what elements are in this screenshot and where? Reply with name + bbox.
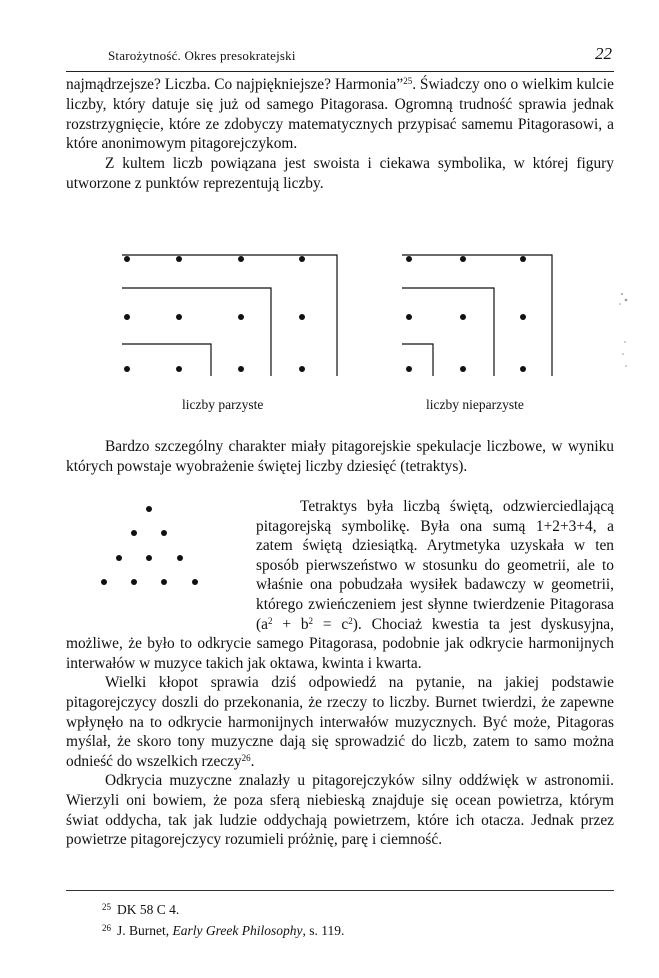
footnote-rule xyxy=(66,890,614,891)
book-title: Early Greek Philosophy xyxy=(172,923,303,938)
odd-bracket-outer xyxy=(402,255,552,376)
even-bracket-outer xyxy=(122,255,337,376)
footnote-25: $^{25}$ DK 58 C 4. xyxy=(102,902,180,917)
footnotes xyxy=(102,898,344,940)
body-text-main xyxy=(66,497,614,850)
header-rule xyxy=(66,71,614,72)
running-head: Starożytność. Okres presokratejski xyxy=(108,48,296,63)
caption-odd-numbers: liczby nieparzyste xyxy=(426,397,524,412)
odd-bracket-inner xyxy=(402,344,433,376)
footnote-ref-25: 25 xyxy=(403,76,413,86)
even-bracket-middle xyxy=(122,288,271,376)
body-text-tetractys-intro xyxy=(66,437,614,477)
number-figures xyxy=(66,236,614,426)
even-dots xyxy=(124,256,305,372)
paragraph-symbolics: Z kultem liczb powiązana jest swoista i ciekawa symbolika, w której figury utworzone z punktów reprezentują liczby. xyxy=(66,155,614,192)
footnote-ref-26: 26 xyxy=(241,752,251,763)
dot-figures-diagram xyxy=(66,236,614,386)
paragraph-tetraktys: Tetraktys była liczbą świętą, odzwierciedlającą pitagorejską symbolikę. Była ona sumą 1+2+3+4, a zatem świętą dziesiątką. Arytmetyka uzyskała w ten sposób pierwszeństwo w stosunku do geometrii, ale to właśnie ona pobudzała wysiłek badawczy w geometrii, którego zwieńczeniem jest słynne twierdzenie Pitagorasa $(a^2 + b^2 = c^2)$. Chociaż kwestia ta jest dyskusyjna, możliwe, że było to odkrycie samego Pitagorasa, podobnie jak odkrycie harmonijnych interwałów w muzyce takich jak oktawa, kwinta i kwarta. xyxy=(66,498,614,672)
scan-specks xyxy=(614,290,634,380)
page-number: 22 xyxy=(595,44,612,63)
paragraph-burnet: Wielki kłopot sprawia dziś odpowiedź na pytanie, na jakiej podstawie pitagorejczycy doszli do przekonania, że rzeczy to liczby. Burnet twierdzi, że zapewne wpłynęło na to odkrycie harmonijnych interwałów muzycznych. Być może, Pitagoras myślał, że skoro tony muzyczne dają się sprowadzić do liczb, zatem to samo można odnieść do wszelkich rzeczy$^{26}$. xyxy=(66,674,614,770)
odd-bracket-middle xyxy=(402,288,494,376)
even-bracket-inner xyxy=(122,344,211,376)
footnote-26: $^{26}$ J. Burnet, Early Greek Philosophy, s. 119. xyxy=(102,923,345,938)
paragraph-tetractys-intro: Bardzo szczególny charakter miały pitagorejskie spekulacje liczbowe, w wyniku których powstaje wyobrażenie świętej liczby dziesięć (tetraktys). xyxy=(66,438,614,475)
odd-dots xyxy=(406,256,526,372)
paragraph-harmony: najmądrzejsze? Liczba. Co najpiękniejsze? Harmonia”$^{25}$. Świadczy ono o wielkim kulcie liczby, który datuje się już od samego Pitagorasa. Ogromną trudność sprawia jednak rozstrzygnięcie, które ze zdobyczy matematycznych przypisać samemu Pitagorasowi, a które anonimowym pitagorejczykom. xyxy=(66,76,614,153)
caption-even-numbers: liczby parzyste xyxy=(182,397,264,412)
body-text-top xyxy=(66,75,614,194)
page-header xyxy=(66,44,612,66)
paragraph-astronomy: Odkrycia muzyczne znalazły u pitagorejczyków silny oddźwięk w astronomii. Wierzyli oni bowiem, że poza sferą niebieską znajduje się ocean powietrza, którym świat oddycha, tak jak ludzie oddychają powietrzem, które ich otacza. Jednak przez powietrze pitagorejczycy rozumieli próżnię, parę i ciemność. xyxy=(66,772,614,849)
